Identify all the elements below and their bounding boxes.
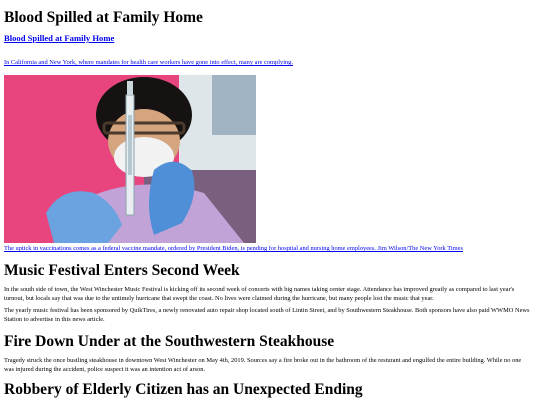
headline-link[interactable]: Blood Spilled at Family Home xyxy=(4,33,115,43)
photo-caption-link[interactable]: The uptick in vaccinations comes as a federal vaccine mandate, ordered by President Biden, is pending for hospital and nursing home employees. Jim Wilson/The New York Times xyxy=(4,245,463,252)
lead-story-link[interactable]: In California and New York, where mandates for health care workers have gone into effect, many are complying. xyxy=(4,59,293,66)
article-title-robbery: Robbery of Elderly Citizen has an Unexpected Ending xyxy=(4,381,363,398)
page-title: Blood Spilled at Family Home xyxy=(4,9,203,26)
article-title-music: Music Festival Enters Second Week xyxy=(4,262,240,279)
article-paragraph: The yearly music festival has been sponsored by QuikTires, a newly renovated auto repair shop located south of Lintin Street, and by Southwestern Steakhouse. Both sponsors have also paid WWMO News Station to advertise in this news article. xyxy=(4,307,530,323)
article-paragraph: Tragedy struck the once bustling steakhouse in downtown West Winchester on May 4th, 2019. Sources say a fire broke out in the bathroom of the resturant and engulfed the entire building. While no one was injured during the accident, police suspect it was an intention act of arson. xyxy=(4,357,522,373)
vaccination-photo xyxy=(4,75,256,243)
article-title-fire: Fire Down Under at the Southwestern Steakhouse xyxy=(4,333,335,350)
article-paragraph: In the south side of town, the West Winchester Music Festival is kicking off its second week of concerts with big names taking center stage. Attendance has improved greatly as compared to last year's turnout, but locals say that was due to the untimely hurricane that swept the coast. No lives were claimed during the hurricane, but many people lost the music that year. xyxy=(4,286,515,302)
